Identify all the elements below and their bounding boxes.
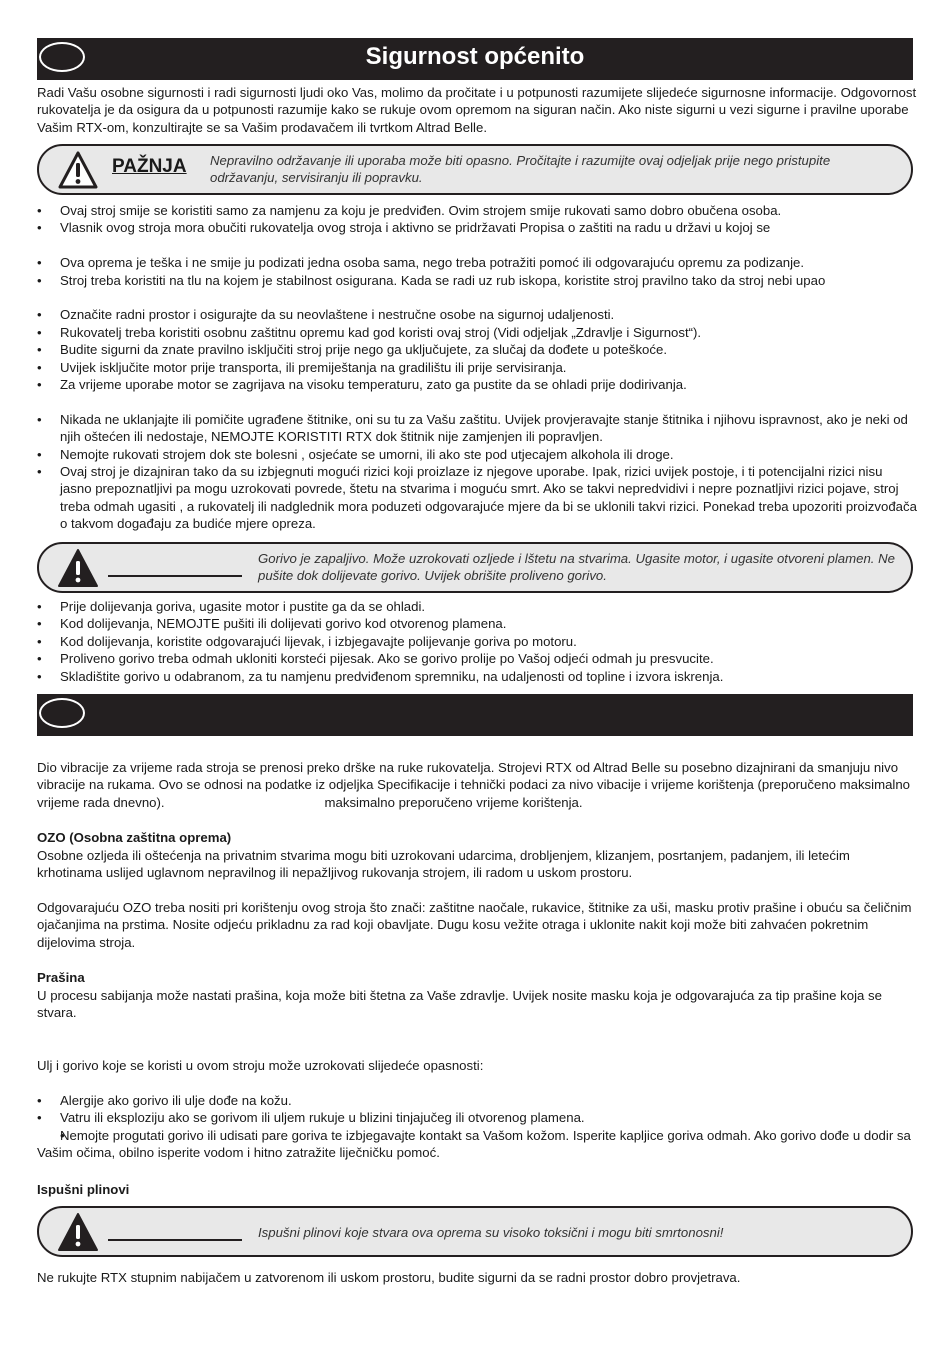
list-item: • Ovaj stroj smije se koristiti samo za namjenu za koju je predviđen. Ovim strojem smije rukovati samo dobro obučena osoba. <box>37 202 917 219</box>
list-item: • Nemojte rukovati strojem dok ste bolesni , osjećate se umorni, ili ako ste pod utjecajem alkohola ili droge. <box>37 446 917 463</box>
exhaust-heading: Ispušni plinovi <box>37 1182 130 1197</box>
exhaust-warning-box <box>37 1206 913 1257</box>
oil-paragraph: Ulj i gorivo koje se koristi u ovom stroju može uzrokovati slijedeće opasnosti: <box>37 1058 484 1073</box>
fuel-list <box>37 598 917 685</box>
warning-triangle-icon <box>57 548 99 588</box>
safety-list-a <box>37 202 917 533</box>
dust-heading: Prašina <box>37 970 85 985</box>
exhaust-warning-text: Ispušni plinovi koje stvara ova oprema su visoko toksični i mogu biti smrtonosni! <box>258 1225 724 1240</box>
dust-paragraph: U procesu sabijanja može nastati prašina, koja može biti štetna za Vaše zdravlje. Uvijek nosite masku koja je odgovarajuća za tip prašine koja se stvara. <box>37 988 882 1021</box>
list-item: • Alergije ako gorivo ili ulje dođe na kožu. <box>37 1092 917 1109</box>
ozo-heading: OZO (Osobna zaštitna oprema) <box>37 830 232 845</box>
warning-box <box>37 144 913 195</box>
list-item: • Ovaj stroj je dizajniran tako da su izbjegnuti mogući rizici koji proizlaze iz njegove uporabe. Ipak, rizici uvijek postoje, i ti potencijalni rizici nisu jasno prepoznatljivi pa mogu uzrokovati povrede, štetu na stvarima i moguću smrt. Ako se takvi nepredvidivi i nepre poznatljivi rizici pojave, stroj treba odmah ugasiti , a rukovatelj ili nadglednik mora poduzeti odgovarajuće mjere da bi se uklonili takvi rizici. Ponekad treba upozoriti proizvođača o takvom događaju za budiće mjere opreza. <box>37 463 917 533</box>
list-item: • Budite sigurni da znate pravilno isključiti stroj prije nego ga uključujete, za slučaj da dođete u poteškoće. <box>37 341 917 358</box>
warning-triangle-icon <box>57 1212 99 1252</box>
list-item: • Stroj treba koristiti na tlu na kojem je stabilnost osigurana. Kada se radi uz rub iskopa, koristite stroj pravilno tako da stroj nebi upao <box>37 272 917 289</box>
divider-line <box>108 575 242 577</box>
ozo-paragraph-1: Osobne ozljeda ili oštećenja na privatnim stvarima mogu biti uzrokovani udarcima, drobljenjem, klizanjem, posrtanjem, padanjem, ili letećim krhotinama uslijed uglavnom nepravilnog ili nepažljivog rukovanja strojem, ili radom u uskom prostoru. <box>37 848 850 881</box>
list-item <box>37 1127 917 1162</box>
list-item: • Rukovatelj treba koristiti osobnu zaštitnu opremu kad god koristi ovaj stroj (Vidi odjeljak „Zdravlje i Sigurnost“). <box>37 324 917 341</box>
list-item: • Prije dolijevanja goriva, ugasite motor i pustite ga da se ohladi. <box>37 598 917 615</box>
list-item: • Uvijek isključite motor prije transporta, ili premiještanja na gradilištu ili prije servisiranja. <box>37 359 917 376</box>
list-item: • Proliveno gorivo treba odmah ukloniti korsteći pijesak. Ako se gorivo prolije po Vašoj odjeći odmah ju presvucite. <box>37 650 917 667</box>
fuel-warning-text: Gorivo je zapaljivo. Može uzrokovati ozljede i lštetu na stvarima. Ugasite motor, i ugasite otvoreni plamen. Ne pušite dok dolijevate gorivo. Uvijek obrišite proliveno gorivo. <box>258 551 895 584</box>
language-badge <box>39 698 85 728</box>
list-item: • Nikada ne uklanjajte ili pomičite ugrađene štitnike, oni su tu za Vašu zaštitu. Uvijek provjeravajte stanje štitnika i njihovu ispravnost, ako je neki od njih oštećen ili nedostaje, NEMOJTE KORISTITI RTX dok štitnik nije zamjenjen ili popravljen. <box>37 411 917 446</box>
warning-text: Nepravilno održavanje ili uporaba može biti opasno. Pročitajte i razumijte ovaj odjeljak prije nego pristupite održavanju, servisiranju ili popravku. <box>210 153 831 186</box>
list-item: • Vlasnik ovog stroja mora obučiti rukovatelja ovog stroja i aktivno se pridržavati Propisa o zaštiti na radu u državi u kojoj se <box>37 219 917 236</box>
list-item: • Kod dolijevanja, NEMOJTE pušiti ili dolijevati gorivo kod otvorenog plamena. <box>37 615 917 632</box>
vibration-text: Dio vibracije za vrijeme rada stroja se prenosi preko drške na ruke rukovatelja. Strojevi RTX od Altrad Belle su posebno dizajnirani da smanjuju nivo vibracije na rukama. Ovo se odnosi na podatke iz odjeljka Specifikacije i tehnički podaci za nivo vibacije i vrijeme korištenja (preporučeno maksimalno vrijeme rada dnevno). <box>37 760 911 810</box>
list-item: • Za vrijeme uporabe motor se zagrijava na visoku temperaturu, zato ga pustite da se ohladi prije dodirivanja. <box>37 376 917 393</box>
list-item-text: Nemojte progutati gorivo ili udisati pare goriva te izbjegavajte kontakt sa Vašom kožom. Isperite kapljice goriva odmah. Ako gorivo dođe u dodir sa Vašim očima, obilno isperite vodom i hitno zatražite liječničku pomoć. <box>37 1127 911 1161</box>
fuel-warning-box <box>37 542 913 593</box>
list-item: • Ova oprema je teška i ne smije ju podizati jedna osoba sama, nego treba potražiti pomoć ili odgovarajuću opremu za podizanje. <box>37 254 917 271</box>
divider-line <box>108 1239 242 1241</box>
list-item: • Kod dolijevanja, koristite odgovarajući lijevak, i izbjegavajte polijevanje goriva po motoru. <box>37 633 917 650</box>
warning-triangle-icon <box>57 150 99 190</box>
list-item: • Skladištite gorivo u odabranom, za tu namjenu predviđenom spremniku, na udaljenosti od topline i izvora iskrenja. <box>37 668 917 685</box>
section-title: Sigurnost općenito <box>365 43 585 70</box>
ozo-paragraph-2: Odgovarajuću OZO treba nositi pri korištenju ovog stroja što znači: zaštitne naočale, rukavice, štitnike za uši, masku protiv prašine i obuću sa čeličnim ojačanjima na prstima. Nosite odjeću prikladnu za rad koji obavljate. Dugu kosu vežite otraga i uklonite nakit koji može biti zahvaćen pokretnim dijelovima stroja. <box>37 900 912 950</box>
list-item: • Označite radni prostor i osigurajte da su neovlaštene i nestručne osobe na sigurnoj udaljenosti. <box>37 306 917 323</box>
exhaust-paragraph: Ne rukujte RTX stupnim nabijačem u zatvorenom ili uskom prostoru, budite sigurni da se radni prostor dobro provjetrava. <box>37 1270 741 1285</box>
section-header-health <box>37 694 913 736</box>
oil-list <box>37 1092 917 1162</box>
warning-label: PAŽNJA <box>112 156 187 177</box>
vibration-text-end: maksimalno preporučeno vrijeme korištenja. <box>324 794 583 810</box>
vibration-paragraph <box>37 759 917 811</box>
intro-paragraph: Radi Vašu osobne sigurnosti i radi sigurnosti ljudi oko Vas, molimo da pročitate i u potpunosti razumijete slijedeće sigurnosne informacije. Odgovornost rukovatelja je da osigura da u potpunosti razumije kako se rukuje ovom opremom na siguran način. Ako niste sigurni u vezi sigurne i pravilne uporabe Vašim RTX-om, konzultirajte se sa Vašim prodavačem ili tvrtkom Altrad Belle. <box>37 85 917 135</box>
list-item: • Vatru ili eksploziju ako se gorivom ili uljem rukuje u blizini tinjajučeg ili otvorenog plamena. <box>37 1109 917 1126</box>
section-header-safety <box>37 38 913 80</box>
